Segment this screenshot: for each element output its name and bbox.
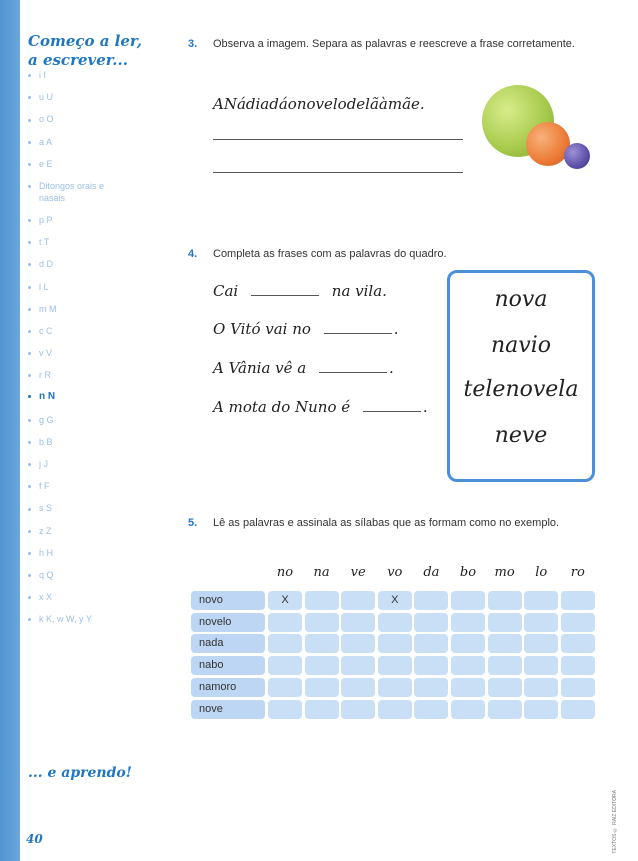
sidebar-item — [28, 214, 109, 236]
grid-cell[interactable] — [451, 700, 485, 719]
yarn-ball-purple-image — [564, 143, 590, 169]
sidebar — [0, 0, 172, 861]
ex4-instruction: Completa as frases com as palavras do quadro. — [213, 248, 447, 260]
bullet-icon — [28, 463, 31, 466]
grid-row-word: novo — [191, 591, 265, 610]
bullet-icon — [28, 419, 31, 422]
sidebar-item — [28, 136, 109, 158]
grid-cell[interactable] — [561, 700, 595, 719]
grid-row-word: nove — [191, 700, 265, 719]
grid-cell[interactable] — [305, 634, 339, 653]
grid-row-word: novelo — [191, 613, 265, 632]
ex5-instruction: Lê as palavras e assinala as sílabas que as formam como no exemplo. — [213, 517, 560, 529]
sentence-text: A mota do Nuno é — [213, 398, 351, 416]
sidebar-item-label: Ditongos orais e nasais — [39, 180, 105, 203]
grid-cell[interactable] — [268, 613, 302, 632]
syllable-header: vo — [387, 565, 403, 580]
grid-cell[interactable] — [341, 591, 375, 610]
grid-cell[interactable] — [561, 656, 595, 675]
grid-cell[interactable] — [268, 700, 302, 719]
grid-cell[interactable] — [378, 700, 412, 719]
bullet-icon — [28, 508, 31, 511]
grid-cell[interactable] — [524, 700, 558, 719]
sentence-text: na vila. — [331, 282, 387, 300]
sidebar-item — [28, 525, 109, 547]
sidebar-item — [28, 180, 109, 214]
sidebar-item — [28, 236, 109, 258]
grid-cell[interactable] — [488, 613, 522, 632]
sidebar-stripe — [0, 0, 20, 861]
grid-cell[interactable] — [268, 656, 302, 675]
bullet-icon — [28, 574, 31, 577]
ex4-sentence-2 — [213, 320, 399, 338]
page-number: 40 — [26, 832, 43, 846]
blank-field[interactable] — [319, 372, 387, 373]
word-box-item: navio — [491, 333, 551, 358]
sentence-text: . — [393, 320, 399, 338]
word-box-item: nova — [494, 287, 548, 312]
sidebar-item-label: e E — [39, 158, 53, 169]
grid-cell[interactable] — [305, 700, 339, 719]
sidebar-item-label: f F — [39, 481, 50, 492]
grid-row-word: namoro — [191, 678, 265, 697]
bullet-icon — [28, 119, 31, 122]
sidebar-item-label: d D — [39, 259, 54, 270]
blank-field[interactable] — [251, 295, 319, 296]
sidebar-item — [28, 113, 109, 135]
bullet-icon — [28, 530, 31, 533]
bullet-icon — [28, 330, 31, 333]
sentence-text: O Vitó vai no — [213, 320, 311, 338]
bullet-icon — [28, 74, 31, 77]
syllable-header: mo — [494, 565, 515, 580]
bullet-icon — [28, 263, 31, 266]
sidebar-item-label: u U — [39, 92, 54, 103]
sidebar-item — [28, 281, 109, 303]
sidebar-item — [28, 613, 109, 647]
sidebar-title-line2: a escrever... — [28, 51, 128, 69]
grid-cell[interactable] — [305, 678, 339, 697]
grid-cell[interactable] — [268, 678, 302, 697]
grid-cell[interactable] — [488, 678, 522, 697]
sidebar-list — [28, 69, 109, 647]
sidebar-item-label: j J — [39, 459, 48, 469]
bullet-icon — [28, 441, 31, 444]
sidebar-item-label: i I — [39, 70, 47, 80]
sidebar-item-label: r R — [39, 370, 51, 381]
sentence-text: . — [389, 359, 394, 377]
sentence-text: A Vânia vê a — [213, 359, 307, 377]
sidebar-item — [28, 91, 109, 113]
sidebar-item-label: z Z — [39, 525, 52, 536]
sidebar-item — [28, 547, 109, 569]
sidebar-item-label: o O — [39, 114, 54, 125]
grid-cell[interactable]: X — [378, 591, 412, 610]
ex3-instruction: Observa a imagem. Separa as palavras e reescreve a frase corretamente. — [213, 38, 575, 50]
sidebar-item-label: q Q — [39, 569, 54, 580]
sidebar-item — [28, 502, 109, 524]
sidebar-item — [28, 303, 109, 325]
sidebar-title — [28, 32, 168, 70]
yarn-ball-orange-image — [526, 122, 570, 166]
bullet-icon — [28, 141, 31, 144]
bullet-icon — [28, 552, 31, 555]
syllable-header: bo — [459, 565, 477, 580]
ex4-sentence-4 — [213, 398, 428, 416]
sidebar-item — [28, 436, 109, 458]
grid-cell[interactable] — [341, 678, 375, 697]
ex4-number: 4. — [188, 248, 198, 260]
bullet-icon — [28, 374, 31, 377]
grid-cell[interactable] — [378, 634, 412, 653]
grid-row-word: nada — [191, 634, 265, 653]
ex5-number: 5. — [188, 517, 198, 529]
grid-cell[interactable] — [341, 634, 375, 653]
word-box-item: neve — [494, 423, 548, 448]
sidebar-item — [28, 158, 109, 180]
bullet-icon — [28, 241, 31, 244]
sentence-text: . — [422, 398, 428, 416]
grid-cell[interactable] — [561, 678, 595, 697]
grid-cell[interactable] — [378, 678, 412, 697]
sidebar-item — [28, 480, 109, 502]
grid-cell[interactable] — [414, 613, 448, 632]
ex4-sentence-3 — [213, 359, 394, 377]
word-box — [447, 270, 595, 482]
ex4-sentence-1 — [213, 282, 387, 300]
grid-cell[interactable] — [488, 634, 522, 653]
grid-cell[interactable] — [341, 656, 375, 675]
grid-cell[interactable] — [524, 656, 558, 675]
sidebar-item-label: k K, w W, y Y — [39, 614, 92, 625]
grid-cell[interactable] — [488, 591, 522, 610]
copyright-credit: TEXTOS © RAIZ EDITORA — [612, 790, 618, 854]
ex3-number: 3. — [188, 38, 198, 50]
sidebar-item — [28, 391, 109, 413]
grid-cell[interactable] — [451, 634, 485, 653]
sidebar-item-label: a A — [39, 136, 53, 147]
sidebar-item — [28, 347, 109, 369]
syllable-header: no — [276, 565, 294, 580]
sidebar-item-label: x X — [39, 592, 53, 603]
sidebar-item-label: m M — [39, 303, 57, 314]
bullet-icon — [28, 308, 31, 311]
syllable-header: na — [313, 565, 330, 580]
sidebar-item — [28, 325, 109, 347]
bullet-icon — [28, 96, 31, 99]
grid-cell[interactable] — [451, 656, 485, 675]
sentence-text: Cai — [213, 282, 239, 300]
grid-cell[interactable] — [378, 656, 412, 675]
grid-cell[interactable] — [488, 656, 522, 675]
bullet-icon — [28, 352, 31, 355]
sidebar-item-label: s S — [39, 503, 53, 514]
grid-cell[interactable] — [305, 613, 339, 632]
sidebar-item-label: l L — [39, 281, 49, 292]
sidebar-title-line1: Começo a ler, — [28, 32, 142, 50]
bullet-icon — [28, 286, 31, 289]
grid-cell[interactable] — [488, 700, 522, 719]
sidebar-item — [28, 458, 109, 480]
blank-field[interactable] — [324, 333, 392, 334]
grid-cell[interactable] — [561, 613, 595, 632]
syllable-header: ve — [350, 565, 366, 580]
grid-cell[interactable] — [414, 700, 448, 719]
syllable-header: da — [423, 565, 440, 580]
bullet-icon — [28, 185, 31, 188]
sidebar-item — [28, 569, 109, 591]
grid-cell[interactable] — [524, 678, 558, 697]
grid-cell[interactable] — [524, 591, 558, 610]
grid-cell[interactable] — [524, 613, 558, 632]
word-box-item: telenovela — [463, 377, 579, 402]
bullet-icon — [28, 395, 31, 398]
bullet-icon — [28, 618, 31, 621]
grid-cell[interactable] — [561, 634, 595, 653]
grid-cell[interactable] — [524, 634, 558, 653]
grid-cell[interactable] — [451, 678, 485, 697]
bullet-icon — [28, 219, 31, 222]
bullet-icon — [28, 596, 31, 599]
grid-cell[interactable] — [341, 700, 375, 719]
sidebar-item-label: n N — [39, 391, 56, 403]
grid-cell[interactable] — [305, 656, 339, 675]
ex3-answer-line-1[interactable] — [213, 139, 463, 140]
syllable-header: lo — [535, 565, 548, 580]
sidebar-item — [28, 369, 109, 391]
sidebar-item-label: p P — [39, 214, 53, 225]
grid-row-word: nabo — [191, 656, 265, 675]
grid-cell[interactable]: X — [268, 591, 302, 610]
grid-cell[interactable] — [378, 613, 412, 632]
blank-field[interactable] — [363, 411, 421, 412]
grid-cell[interactable] — [414, 634, 448, 653]
bullet-icon — [28, 485, 31, 488]
sidebar-item-label: c C — [39, 325, 53, 336]
sidebar-item — [28, 69, 109, 91]
sidebar-item-label: t T — [39, 237, 50, 248]
grid-cell[interactable] — [451, 591, 485, 610]
grid-cell[interactable] — [341, 613, 375, 632]
grid-cell[interactable] — [414, 678, 448, 697]
sidebar-item — [28, 258, 109, 280]
grid-cell[interactable] — [414, 591, 448, 610]
grid-cell[interactable] — [414, 656, 448, 675]
syllable-header: ro — [570, 565, 585, 580]
grid-cell[interactable] — [305, 591, 339, 610]
sidebar-item-label: g G — [39, 414, 54, 425]
grid-cell[interactable] — [268, 634, 302, 653]
ex3-answer-line-2[interactable] — [213, 172, 463, 173]
sidebar-item-label: h H — [39, 547, 54, 558]
sidebar-item-label: v V — [39, 348, 53, 359]
grid-cell[interactable] — [451, 613, 485, 632]
ex3-scrambled-sentence: ANádiadáonovelodelãàmãe. — [213, 95, 425, 113]
sidebar-item — [28, 414, 109, 436]
sidebar-item-label: b B — [39, 436, 53, 447]
grid-cell[interactable] — [561, 591, 595, 610]
sidebar-item — [28, 591, 109, 613]
sidebar-footer: ... e aprendo! — [28, 765, 132, 781]
bullet-icon — [28, 163, 31, 166]
